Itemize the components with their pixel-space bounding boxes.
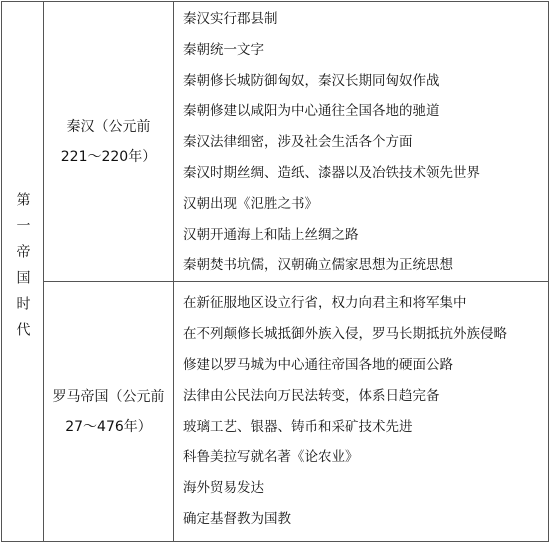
facts-cell-qinhan (174, 2, 549, 282)
list-item: 确定基督教为国教 (183, 511, 291, 528)
list-item: 汉朝出现《氾胜之书》 (183, 195, 318, 212)
empire-years: 27～476年） (65, 418, 152, 435)
empire-name: 罗马帝国（公元前 (52, 388, 165, 405)
empire-comparison-table (1, 1, 549, 542)
empire-cell-qinhan (44, 2, 174, 282)
list-item: 法律由公民法向万民法转变，体系日趋完备 (183, 387, 440, 404)
list-item: 秦朝修长城防御匈奴，秦汉长期同匈奴作战 (183, 72, 440, 89)
era-label: 第一帝国时代 (14, 191, 31, 348)
list-item: 在新征服地区设立行省，权力向君主和将军集中 (183, 295, 467, 312)
list-item: 秦汉法律细密，涉及社会生活各个方面 (183, 134, 413, 151)
list-item: 在不列颠修长城抵御外族入侵，罗马长期抵抗外族侵略 (183, 326, 507, 343)
list-item: 海外贸易发达 (183, 480, 264, 497)
facts-list-rome (183, 288, 540, 534)
list-item: 秦朝焚书坑儒，汉朝确立儒家思想为正统思想 (183, 257, 453, 274)
list-item: 秦汉时期丝绸、造纸、漆器以及冶铁技术领先世界 (183, 164, 480, 181)
empire-cell-rome (44, 282, 174, 542)
table-row-rome (2, 282, 549, 542)
facts-cell-rome (174, 282, 549, 542)
list-item: 玻璃工艺、银器、铸币和采矿技术先进 (183, 418, 413, 435)
table-row-qinhan (2, 2, 549, 282)
list-item: 修建以罗马城为中心通往帝国各地的硬面公路 (183, 357, 453, 374)
list-item: 汉朝开通海上和陆上丝绸之路 (183, 226, 359, 243)
empire-name: 秦汉（公元前 (66, 118, 151, 135)
list-item: 科鲁美拉写就名著《论农业》 (183, 449, 359, 466)
era-cell (2, 2, 44, 542)
list-item: 秦朝修建以咸阳为中心通往全国各地的驰道 (183, 103, 440, 120)
empire-years: 221～220年） (60, 148, 157, 165)
list-item: 秦汉实行郡县制 (183, 11, 278, 27)
facts-list-qinhan (183, 4, 540, 281)
list-item: 秦朝统一文字 (183, 41, 264, 58)
